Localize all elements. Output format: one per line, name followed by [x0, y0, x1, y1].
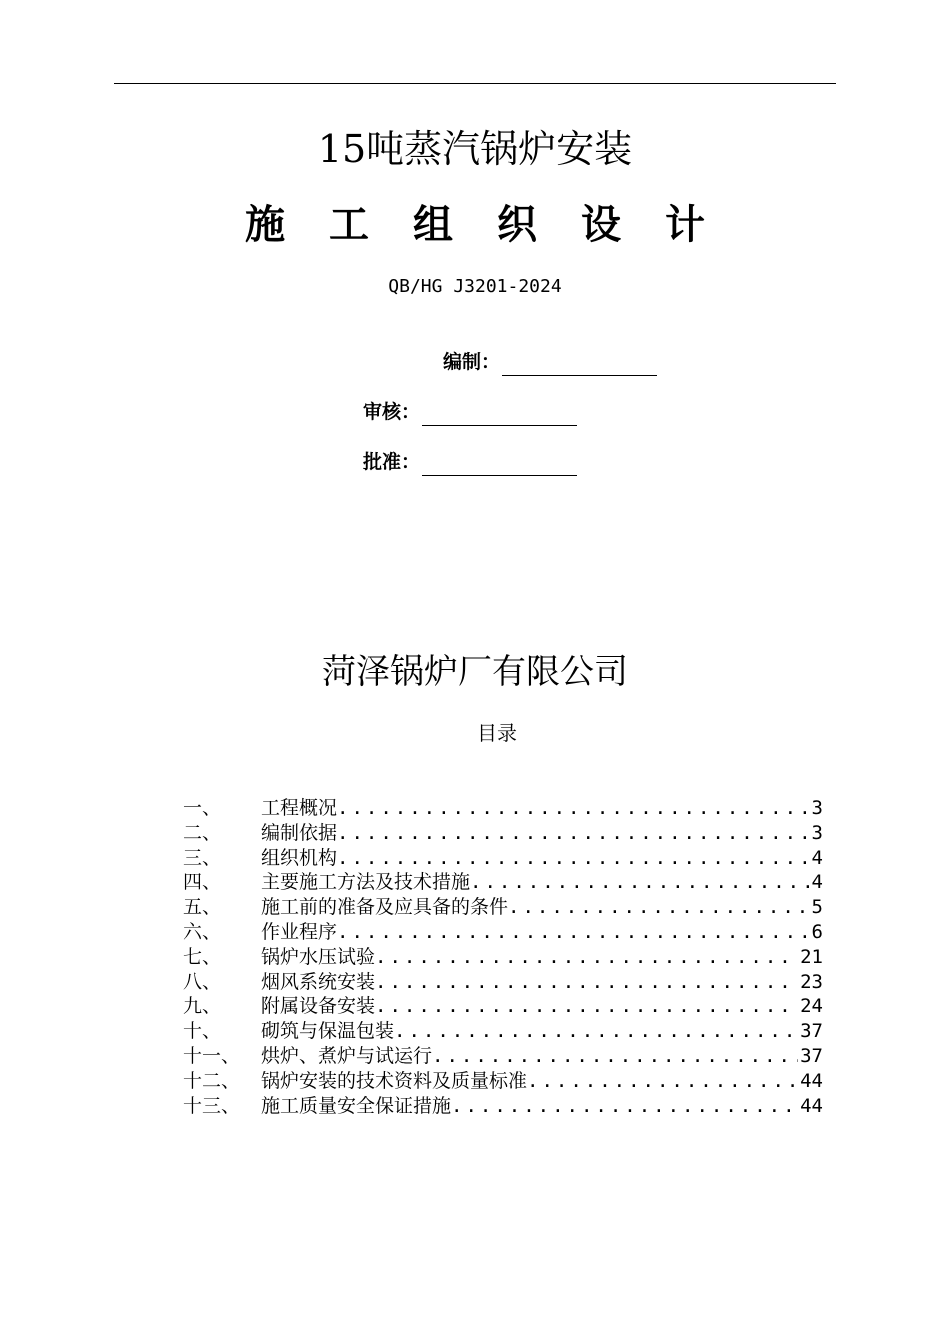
- toc-item-page: 23: [800, 970, 823, 993]
- toc-item-label: 工程概况: [261, 797, 338, 819]
- toc-item-label: 主要施工方法及技术措施: [261, 871, 471, 894]
- toc-leader-dots: [527, 1069, 798, 1094]
- toc-item-page: 44: [800, 1094, 823, 1117]
- toc-leader-dots: [337, 846, 810, 871]
- toc-item-number: 六、: [183, 920, 222, 943]
- toc-title: 目录: [477, 721, 517, 745]
- toc-item[interactable]: [183, 1019, 823, 1044]
- toc-item[interactable]: [183, 945, 823, 970]
- subtitle-char: 组: [413, 201, 453, 248]
- toc-item-number: 五、: [183, 896, 222, 919]
- signature-review: [363, 398, 577, 426]
- toc-item-number: 二、: [183, 821, 222, 844]
- toc-item-page: 37: [800, 1020, 823, 1043]
- toc-leader-dots: [375, 945, 798, 970]
- signature-compile: [443, 348, 657, 376]
- toc-item-number: 八、: [183, 970, 222, 993]
- toc-leader-dots: [337, 821, 810, 846]
- toc-item[interactable]: [183, 970, 823, 995]
- toc-item-page: 44: [800, 1069, 823, 1092]
- toc-item-number: 七、: [183, 945, 222, 968]
- toc-item[interactable]: [183, 846, 823, 871]
- toc-item[interactable]: [183, 821, 823, 846]
- toc-leader-dots: [432, 1044, 798, 1069]
- signature-approve: [363, 448, 577, 476]
- subtitle-char: 设: [581, 201, 621, 248]
- toc-item-label: 锅炉安装的技术资料及质量标准: [261, 1069, 528, 1092]
- toc-leader-dots: [508, 895, 810, 920]
- toc-item-page: 37: [800, 1044, 823, 1067]
- signature-label: 审核：: [363, 401, 421, 423]
- toc-item-number: 十一、: [183, 1044, 241, 1067]
- signature-blank-line: [422, 405, 577, 426]
- table-of-contents: [183, 796, 823, 1118]
- document-title: 15吨蒸汽锅炉安装: [317, 127, 633, 171]
- toc-item-page: 24: [800, 995, 823, 1018]
- toc-item-page: 4: [811, 846, 823, 869]
- toc-item[interactable]: [183, 1044, 823, 1069]
- toc-item-page: 21: [800, 945, 823, 968]
- standard-code: QB/HG J3201-2024: [388, 276, 562, 297]
- signature-blank-line: [422, 455, 577, 476]
- toc-item-page: 3: [811, 797, 823, 819]
- company-name: 菏泽锅炉厂有限公司: [322, 652, 628, 692]
- signature-blank-line: [502, 355, 657, 376]
- toc-item-label: 烘炉、煮炉与试运行: [261, 1044, 433, 1067]
- toc-item[interactable]: [183, 796, 823, 821]
- signature-label: 批准：: [363, 451, 421, 473]
- subtitle-char: 工: [329, 201, 369, 248]
- toc-item-number: 十二、: [183, 1069, 241, 1092]
- toc-item[interactable]: [183, 920, 823, 945]
- toc-item-label: 砌筑与保温包装: [261, 1020, 395, 1043]
- toc-leader-dots: [375, 994, 798, 1019]
- toc-item-label: 附属设备安装: [261, 995, 376, 1018]
- toc-item[interactable]: [183, 1069, 823, 1094]
- toc-item-page: 3: [811, 821, 823, 844]
- toc-item-number: 九、: [183, 995, 222, 1018]
- toc-item-label: 锅炉水压试验: [261, 945, 376, 968]
- header-rule: [114, 83, 836, 84]
- document-subtitle: [245, 198, 705, 252]
- toc-item-page: 5: [811, 896, 823, 919]
- toc-item[interactable]: [183, 895, 823, 920]
- toc-item[interactable]: [183, 1094, 823, 1119]
- toc-item-number: 三、: [183, 846, 222, 869]
- toc-item-number: 十、: [183, 1020, 222, 1043]
- toc-leader-dots: [451, 1094, 798, 1119]
- toc-item-label: 烟风系统安装: [261, 970, 376, 993]
- signature-label: 编制：: [443, 351, 501, 373]
- toc-item-label: 施工质量安全保证措施: [261, 1094, 452, 1117]
- toc-leader-dots: [394, 1019, 798, 1044]
- toc-item-number: 一、: [183, 797, 222, 819]
- toc-item-label: 编制依据: [261, 821, 338, 844]
- toc-item-label: 施工前的准备及应具备的条件: [261, 896, 509, 919]
- toc-leader-dots: [337, 920, 810, 945]
- subtitle-char: 织: [497, 201, 537, 248]
- toc-item[interactable]: [183, 994, 823, 1019]
- toc-item-number: 十三、: [183, 1094, 241, 1117]
- toc-item-label: 作业程序: [261, 920, 338, 943]
- toc-leader-dots: [337, 796, 810, 821]
- toc-item-number: 四、: [183, 871, 222, 894]
- subtitle-char: 计: [665, 201, 705, 248]
- toc-item-label: 组织机构: [261, 846, 338, 869]
- toc-item-page: 4: [811, 871, 823, 894]
- toc-leader-dots: [375, 970, 798, 995]
- subtitle-char: 施: [245, 201, 285, 248]
- toc-item-page: 6: [811, 920, 823, 943]
- toc-item[interactable]: [183, 870, 823, 895]
- toc-leader-dots: [470, 870, 810, 895]
